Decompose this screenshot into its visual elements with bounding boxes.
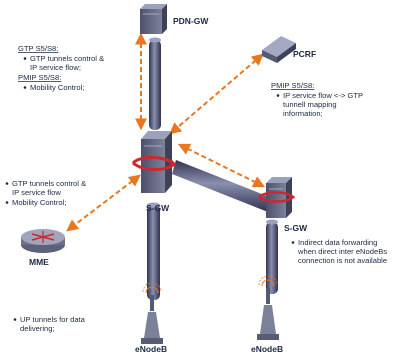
- annotation-line: connection is not available: [298, 256, 388, 265]
- annotation-line: GTP tunnels control &: [12, 179, 87, 188]
- annotation-bottom-left: [14, 315, 86, 333]
- annotation-heading: GTP S5/S8:: [18, 44, 59, 53]
- annotation-line: Mobility Control;: [30, 83, 85, 92]
- arrow-pcrf-sgw: [171, 55, 262, 133]
- tunnel-sgw-to-sgw2: [172, 160, 272, 212]
- annotation-line: IP service flow: [12, 188, 61, 197]
- node-label-enodeb-right: eNodeB: [251, 344, 284, 352]
- node-label-mme: MME: [29, 257, 49, 267]
- annotation-heading: PMIP S5/S8:: [271, 81, 315, 90]
- annotation-line: when direct inter eNodeBs: [298, 247, 388, 256]
- annotation-line: GTP tunnels control &: [30, 54, 105, 63]
- node-label-enodeb-left: eNodeB: [135, 344, 168, 352]
- server-icon: [140, 4, 167, 34]
- node-label-pdn-gw: PDN-GW: [173, 16, 209, 26]
- pcrf-icon: [262, 36, 296, 63]
- annotation-sgw2: [292, 238, 388, 265]
- annotation-pcrf: [271, 81, 363, 118]
- router-icon: [21, 229, 65, 253]
- annotation-line: delivering;: [20, 324, 55, 333]
- node-label-s-gw-main: S-GW: [146, 203, 170, 213]
- annotation-line: Indirect data forwarding: [298, 238, 378, 247]
- node-label-pcrf: PCRF: [293, 49, 317, 59]
- annotation-line: UP tunnels for data: [20, 315, 85, 324]
- annotation-top-left: [18, 44, 104, 92]
- annotation-mme: [6, 179, 86, 207]
- server-icon: [141, 131, 172, 193]
- annotation-line: tunnell mapping: [283, 100, 337, 109]
- annotation-line: information;: [283, 109, 323, 118]
- tunnel-sgw-to-enodeb-left: [147, 203, 160, 301]
- server-icon: [266, 177, 292, 218]
- node-label-s-gw-second: S-GW: [284, 223, 308, 233]
- tunnel-pdn-to-sgw: [149, 38, 161, 131]
- annotation-heading: PMIP S5/S8:: [18, 73, 62, 82]
- tunnel-sgw2-to-enodeb-right: [266, 220, 278, 295]
- annotation-line: Mobility Control;: [12, 198, 67, 207]
- annotation-line: IP service flow;: [30, 63, 81, 72]
- annotation-line: IP service flow <-> GTP: [283, 91, 364, 100]
